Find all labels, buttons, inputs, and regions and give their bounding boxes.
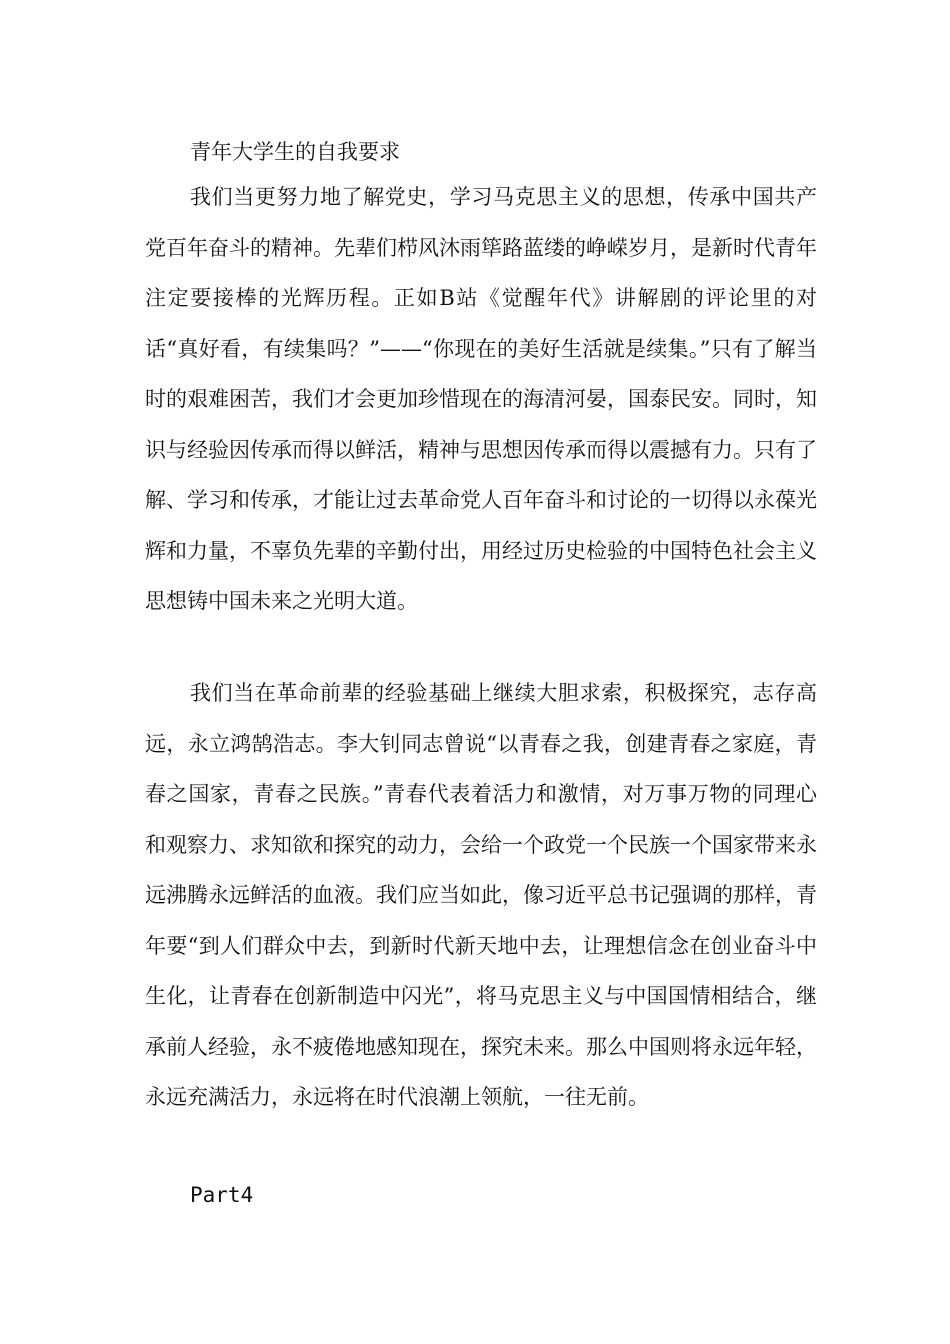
part-label: Part4 bbox=[190, 1183, 254, 1207]
body-paragraph-1: 我们当更努力地了解党史，学习马克思主义的思想，传承中国共产党百年奋斗的精神。先辈们栉风沐雨筚路蓝缕的峥嵘岁月，是新时代青年注定要接棒的光辉历程。正如B站《觉醒年代》讲解剧的评论里的对话“真好看，有续集吗？”——“你现在的美好生活就是续集。”只有了解当时的艰难困苦，我们才会更加珍惜现在的海清河晏，国泰民安。同时，知识与经验因传承而得以鲜活，精神与思想因传承而得以震撼有力。只有了解、学习和传承，才能让过去革命党人百年奋斗和讨论的一切得以永葆光辉和力量，不辜负先辈的辛勤付出，用经过历史检验的中国特色社会主义思想铸中国未来之光明大道。 bbox=[145, 185, 817, 613]
body-paragraph-2: 我们当在革命前辈的经验基础上继续大胆求索，积极探究，志存高远，永立鸿鹄浩志。李大钊同志曾说“以青春之我，创建青春之家庭，青春之国家，青春之民族。”青春代表着活力和激情，对万事万物的同理心和观察力、求知欲和探究的动力，会给一个政党一个民族一个国家带来永远沸腾永远鲜活的血液。我们应当如此，像习近平总书记强调的那样，青年要“到人们群众中去，到新时代新天地中去，让理想信念在创业奋斗中生化，让青春在创新制造中闪光”，将马克思主义与中国国情相结合，继承前人经验，永不疲倦地感知现在，探究未来。那么中国则将永远年轻，永远充满活力，永远将在时代浪潮上领航，一往无前。 bbox=[145, 681, 817, 1109]
section-heading: 青年大学生的自我要求 bbox=[190, 140, 400, 164]
